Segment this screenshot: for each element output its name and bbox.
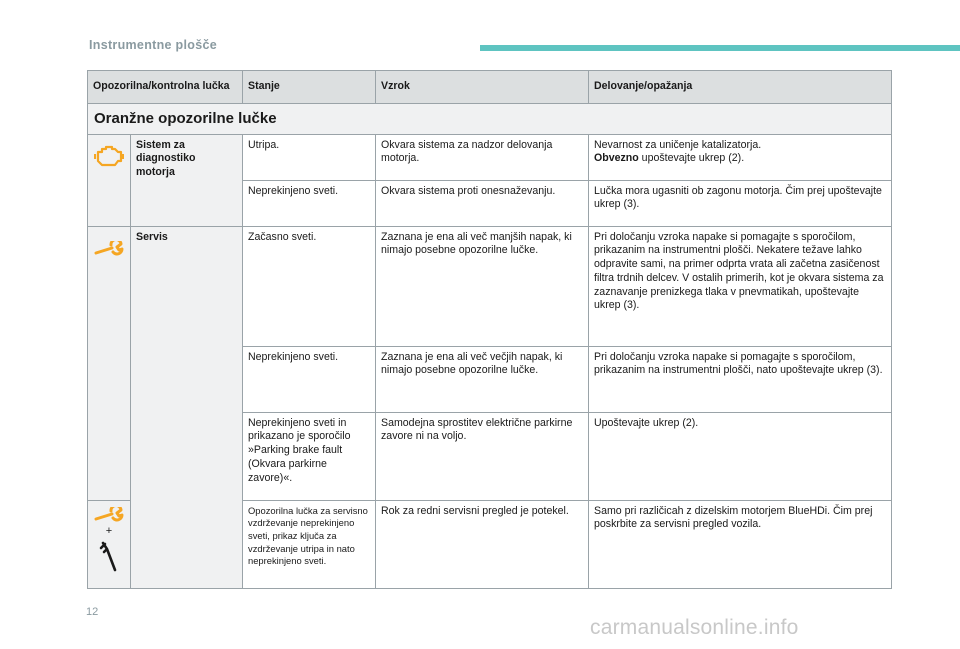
service-action-1: Pri določanju vzroka napake si pomagajte s sporočilom, prikazanim na instrumentni plošči. Nekatere težave lahko odpravite sami, na primer odprta vrata ali začetna zasičenost filtra trdnih delcev. V ostalih primerih, kot je okvara sistema za zaznavanje prenizkega tlaka v pnevmatikah, upoštevajte ukrep (3). [589,226,892,346]
warning-lights-table [87,70,892,589]
engine-light-name: Sistem za diagnostiko motorja [131,134,243,226]
engine-action-1 [589,134,892,180]
page-number: 12 [86,606,99,618]
section-title: Instrumentne plošče [89,38,217,52]
engine-action-1-line1: Nevarnost za uničenje katalizatorja. [594,138,762,151]
service-state-3: Neprekinjeno sveti in prikazano je sporočilo »Parking brake fault (Okvara parkirne zavore)«. [243,412,376,500]
service-cause-1: Zaznana je ena ali več manjših napak, ki nimajo posebne opozorilne lučke. [376,226,589,346]
table-row [88,226,892,346]
wrench-icon [94,241,124,257]
engine-state-1: Utripa. [243,134,376,180]
service-action-2: Pri določanju vzroka napake si pomagajte s sporočilom, prikazanim na instrumentni plošči, nato upoštevajte ukrep (3). [589,346,892,412]
watermark: carmanualsonline.info [590,616,799,639]
engine-cause-2: Okvara sistema proti onesnaževanju. [376,180,589,226]
table-row [88,134,892,180]
engine-cause-1: Okvara sistema za nadzor delovanja motorja. [376,134,589,180]
column-header-state: Stanje [243,71,376,104]
engine-action-2: Lučka mora ugasniti ob zagonu motorja. Čim prej upoštevajte ukrep (3). [589,180,892,226]
service-cause-2: Zaznana je ena ali več večjih napak, ki nimajo posebne opozorilne lučke. [376,346,589,412]
group-title: Oranžne opozorilne lučke [88,104,892,135]
column-header-light: Opozorilna/kontrolna lučka [88,71,243,104]
column-header-cause: Vzrok [376,71,589,104]
maintenance-icon-cell [88,500,131,588]
service-cause-4: Rok za redni servisni pregled je potekel. [376,500,589,588]
engine-state-2: Neprekinjeno sveti. [243,180,376,226]
service-action-4: Samo pri različicah z dizelskim motorjem BlueHDi. Čim prej poskrbite za servisni pregled vozila. [589,500,892,588]
plus-sign: + [105,524,113,537]
engine-warning-icon [94,145,124,167]
table-header-row [88,71,892,104]
service-light-name: Servis [131,226,243,588]
column-header-action: Delovanje/opažanja [589,71,892,104]
service-cause-3: Samodejna sprostitev električne parkirne zavore ni na voljo. [376,412,589,500]
maintenance-spanner-icon [98,539,120,573]
engine-action-1-rest: upoštevajte ukrep (2). [638,152,745,165]
engine-action-1-bold: Obvezno [594,152,639,165]
group-row [88,104,892,135]
service-action-3: Upoštevajte ukrep (2). [589,412,892,500]
service-state-4: Opozorilna lučka za servisno vzdrževanje neprekinjeno sveti, prikaz ključa za vzdrževanje utripa in nato neprekinjeno sveti. [243,500,376,588]
header-accent-bar [480,45,960,51]
service-state-2: Neprekinjeno sveti. [243,346,376,412]
service-icon-cell [88,226,131,500]
engine-icon-cell [88,134,131,226]
service-state-1: Začasno sveti. [243,226,376,346]
wrench-icon [94,507,124,523]
